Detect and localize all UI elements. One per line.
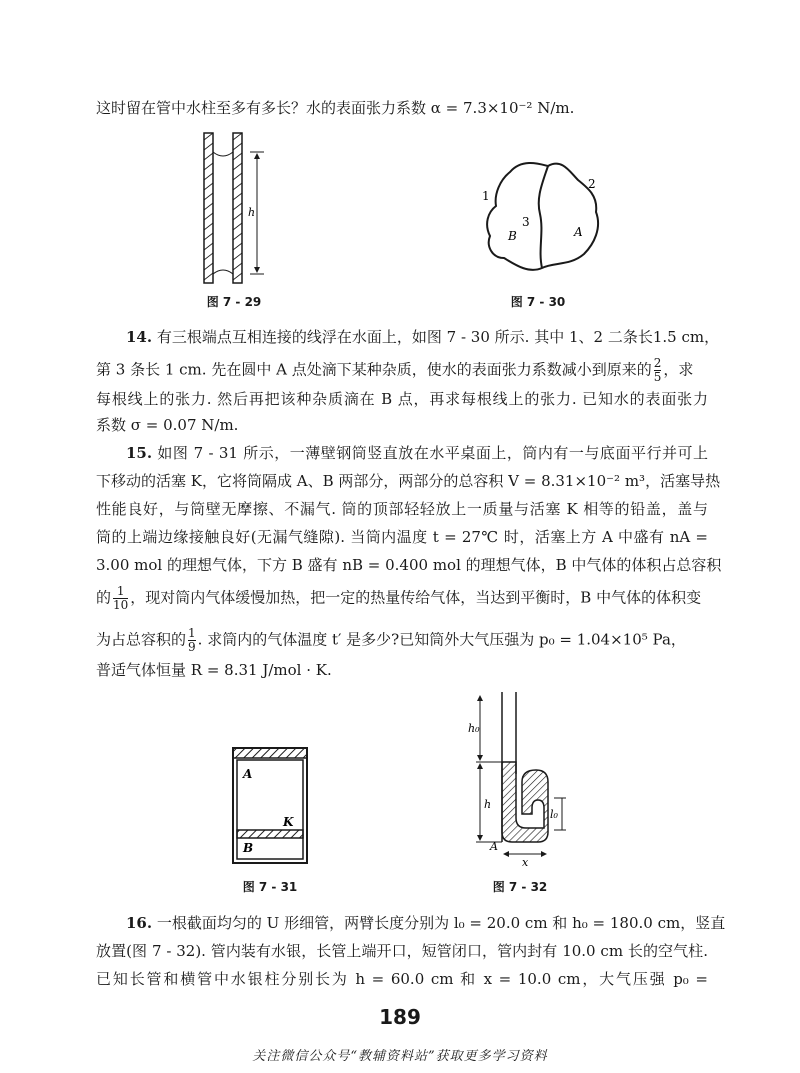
tube-wall-left	[204, 133, 213, 283]
label-2: 2	[588, 177, 596, 191]
problem-15-line-1: 15. 如图 7 - 31 所示，一薄壁钢筒竖直放在水平桌面上，筒内有一与底面平行并可上	[126, 444, 708, 462]
label-k: K	[283, 815, 294, 829]
label-b: B	[508, 229, 517, 243]
problem-15-line-8: 普适气体恒量 R = 8.31 J/mol · K.	[96, 661, 332, 679]
problem-15-line-6: 的 $\frac{1}{10}$ ，现对筒内气体缓慢加热，把一定的热量传给气体，当达到平衡时，B 中气体的体积变	[96, 584, 702, 612]
problem-14-line-3: 每根线上的张力. 然后再把该种杂质滴在 B 点，再求每根线上的张力. 已知水的表面张力	[96, 390, 708, 408]
figure-7-31-caption: 图 7 - 31	[242, 880, 298, 894]
problem-14-line-2: 第 3 条长 1 cm. 先在圆中 A 点处滴下某种杂质，使水的表面张力系数减小到原来的 $\frac{2}{5}$ ，求	[96, 356, 694, 384]
problem-16-line-1: 16. 一根截面均匀的 U 形细管，两臂长度分别为 l₀ = 20.0 cm 和 h₀ = 180.0 cm，竖直	[126, 914, 726, 932]
figure-7-29	[190, 128, 290, 288]
label-3: 3	[522, 215, 530, 229]
label-h: h	[248, 206, 256, 219]
label-1: 1	[482, 189, 490, 203]
label-x: x	[522, 856, 529, 869]
problem-16-number: 16.	[126, 914, 153, 932]
problem-15-number: 15.	[126, 444, 153, 462]
thread-3	[539, 166, 548, 268]
figure-7-32-caption: 图 7 - 32	[492, 880, 548, 894]
figure-7-31	[225, 742, 315, 867]
label-a: A	[574, 225, 583, 239]
problem-14-line-1: 14. 有三根端点互相连接的线浮在水面上，如图 7 - 30 所示. 其中 1、2 二条长1.5 cm，	[126, 328, 720, 346]
footer-promo-text: 关注微信公众号“教辅资料站”获取更多学习资料	[252, 1049, 548, 1064]
fraction-two-fifths: $\frac{2}{5}$	[653, 356, 662, 384]
figure-7-29-caption: 图 7 - 29	[206, 295, 262, 309]
figure-7-30-caption: 图 7 - 30	[510, 295, 566, 309]
label-l0: l₀	[550, 808, 558, 821]
label-a: A	[243, 767, 253, 781]
label-b: B	[243, 841, 254, 855]
water-meniscus-bottom	[213, 270, 233, 274]
intro-line: 这时留在管中水柱至多有多长？水的表面张力系数 α = 7.3×10⁻² N/m.	[96, 99, 575, 117]
problem-15-line-2: 下移动的活塞 K，它将筒隔成 A、B 两部分，两部分的总容积 V = 8.31×10⁻² m³，活塞导热	[96, 472, 721, 490]
problem-16-line-2: 放置(图 7 - 32). 管内装有水银，长管上端开口，短管闭口，管内封有 10.0 cm 长的空气柱.	[96, 942, 708, 960]
fraction-one-ninth: $\frac{1}{9}$	[188, 626, 196, 654]
problem-15-line-3: 性能良好，与筒壁无摩擦、不漏气. 筒的顶部轻轻放上一质量与活塞 K 相等的铅盖，盖与	[96, 500, 708, 518]
problem-16-line-3: 已知长管和横管中水银柱分别长为 h = 60.0 cm 和 x = 10.0 cm，大气压强 p₀ =	[96, 970, 708, 988]
problem-15-line-5: 3.00 mol 的理想气体，下方 B 盛有 nB = 0.400 mol 的理想气体，B 中气体的体积占总容积	[96, 556, 722, 574]
figure-7-32	[462, 690, 572, 870]
fraction-one-tenth: $\frac{1}{10}$	[113, 584, 129, 612]
piston-k	[237, 830, 303, 838]
label-h0: h₀	[468, 722, 480, 735]
label-h: h	[484, 798, 492, 811]
problem-14-number: 14.	[126, 328, 153, 346]
water-meniscus-top	[213, 152, 233, 156]
label-a: A	[490, 840, 498, 853]
lead-lid	[233, 748, 307, 758]
figure-7-30	[470, 150, 620, 280]
page-number: 189	[379, 1005, 421, 1029]
mercury-column	[502, 762, 548, 842]
problem-15-line-4: 筒的上端边缘接触良好(无漏气缝隙). 当筒内温度 t = 27℃ 时，活塞上方 A 中盛有 nA =	[96, 528, 708, 546]
problem-14-line-4: 系数 σ = 0.07 N/m.	[96, 416, 239, 434]
tube-wall-right	[233, 133, 242, 283]
problem-15-line-7: 为占总容积的 $\frac{1}{9}$ . 求筒内的气体温度 t′ 是多少?已知筒外大气压强为 p₀ = 1.04×10⁵ Pa，	[96, 626, 686, 654]
